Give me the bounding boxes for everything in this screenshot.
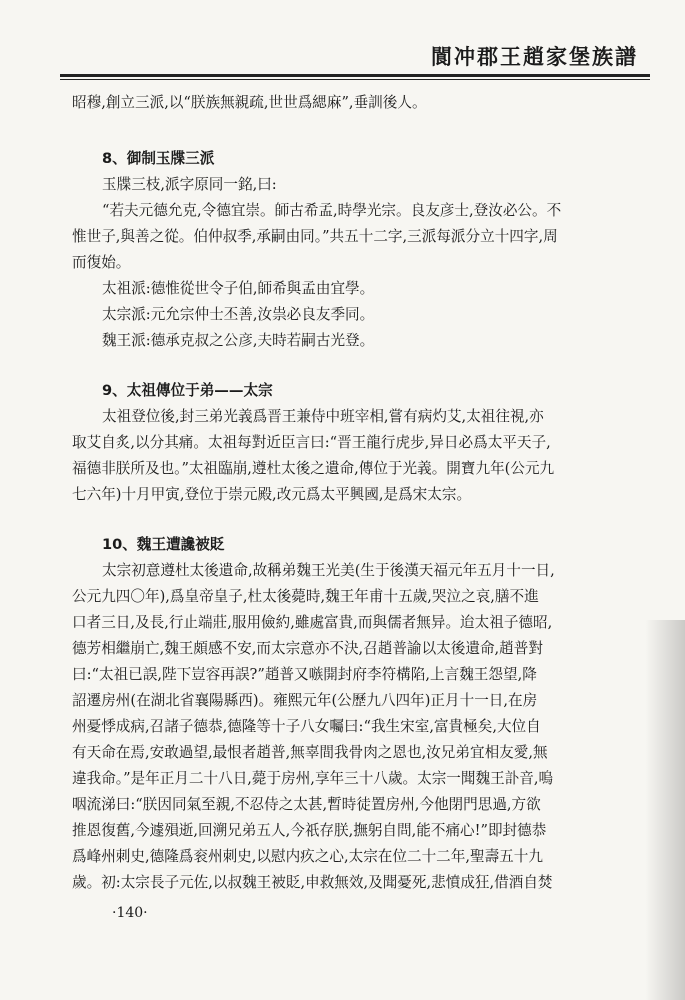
- section10-line: 太宗初意遵杜太後遺命,故稱弟魏王光美(生于後漢天福元年五月十一日,: [102, 562, 555, 579]
- section10-line: 口者三日,及長,行止端莊,服用儉約,雖處富貴,而與儒者無异。迨太祖子德昭,: [72, 614, 553, 631]
- book-title: 閬冲郡王趙家堡族譜: [431, 45, 638, 69]
- section8-title: 8、御制玉牒三派: [102, 150, 215, 167]
- section10-line: 有天命在焉,安敢過望,最恨者趙普,無辜間我骨肉之恩也,汝兄弟宜相友愛,無: [72, 744, 548, 761]
- section8-line: 玉牒三枝,派字原同一銘,曰:: [102, 176, 277, 193]
- section8-line: “若夫元德允克,令德宜崇。師古希孟,時學光宗。良友彦士,登汝必公。不: [102, 202, 562, 219]
- section9-line: 太祖登位後,封三弟光義爲晋王兼侍中班宰相,嘗有病灼艾,太祖往視,亦: [102, 408, 544, 425]
- section10-line: 德芳相繼崩亡,魏王頗感不安,而太宗意亦不決,召趙普諭以太後遺命,趙普對: [72, 640, 543, 657]
- section10-line: 推恩復舊,今遽殞逝,回溯兄弟五人,今祇存朕,撫躬自問,能不痛心!”即封德恭: [72, 822, 547, 839]
- section8-line: 太宗派:元允宗仲士丕善,汝祟必良友季同。: [102, 306, 375, 323]
- section10-line: 公元九四〇年),爲皇帝皇子,杜太後薨時,魏王年甫十五歲,哭泣之哀,膳不進: [72, 588, 539, 605]
- section8-line: 太祖派:德惟從世令子伯,師希與孟由宜學。: [102, 280, 375, 297]
- section8-line: 而復始。: [72, 254, 131, 271]
- section9-line: 取艾自炙,以分其痛。太祖每對近臣言曰:“晋王龍行虎步,异日必爲太平天子,: [72, 434, 551, 451]
- section9-line: 福德非朕所及也。”太祖臨崩,遵杜太後之遺命,傳位于光義。開寶九年(公元九: [72, 460, 555, 477]
- scan-edge-shadow: [645, 620, 685, 1000]
- section10-line: 咽流涕曰:“朕因同氣至親,不忍侍之太甚,暫時徒置房州,今他閉門思過,方欲: [72, 796, 541, 813]
- header-rule-thick: [60, 74, 650, 77]
- intro-line: 昭穆,創立三派,以“朕族無親疏,世世爲緦麻”,垂訓後人。: [72, 94, 427, 111]
- page-number: ·140·: [112, 905, 148, 921]
- section10-line: 州憂悸成病,召諸子德恭,德隆等十子八女囑曰:“我生宋室,富貴極矣,大位自: [72, 718, 541, 735]
- section10-title: 10、魏王遭讒被貶: [102, 536, 225, 553]
- section9-line: 七六年)十月甲寅,登位于崇元殿,改元爲太平興國,是爲宋太宗。: [72, 486, 472, 503]
- section10-line: 歲。初:太宗長子元佐,以叔魏王被貶,申救無效,及聞憂死,悲憤成狂,借酒自焚: [72, 874, 553, 891]
- header-rule-thin: [60, 79, 650, 80]
- section8-line: 惟世子,與善之從。伯仲叔季,承嗣由同。”共五十二字,三派每派分立十四字,周: [72, 228, 558, 245]
- page-header: [60, 42, 650, 80]
- section10-line: 詔遷房州(在湖北省襄陽縣西)。雍熙元年(公歷九八四年)正月十一日,在房: [72, 692, 538, 709]
- section10-line: 違我命。”是年正月二十八日,薨于房州,享年三十八歲。太宗一聞魏王訃音,嗚: [72, 770, 554, 787]
- section8-line: 魏王派:德承克叔之公彦,夫時若嗣古光登。: [102, 332, 375, 349]
- section10-line: 曰:“太祖已誤,陛下豈容再誤?”趙普又嗾開封府李符構陷,上言魏王怨望,降: [72, 666, 537, 683]
- section10-line: 爲峰州刺史,德隆爲衮州刺史,以慰内疚之心,太宗在位二十二年,聖壽五十九: [72, 848, 543, 865]
- section9-title: 9、太祖傳位于弟——太宗: [102, 382, 273, 399]
- page-body: [72, 90, 647, 896]
